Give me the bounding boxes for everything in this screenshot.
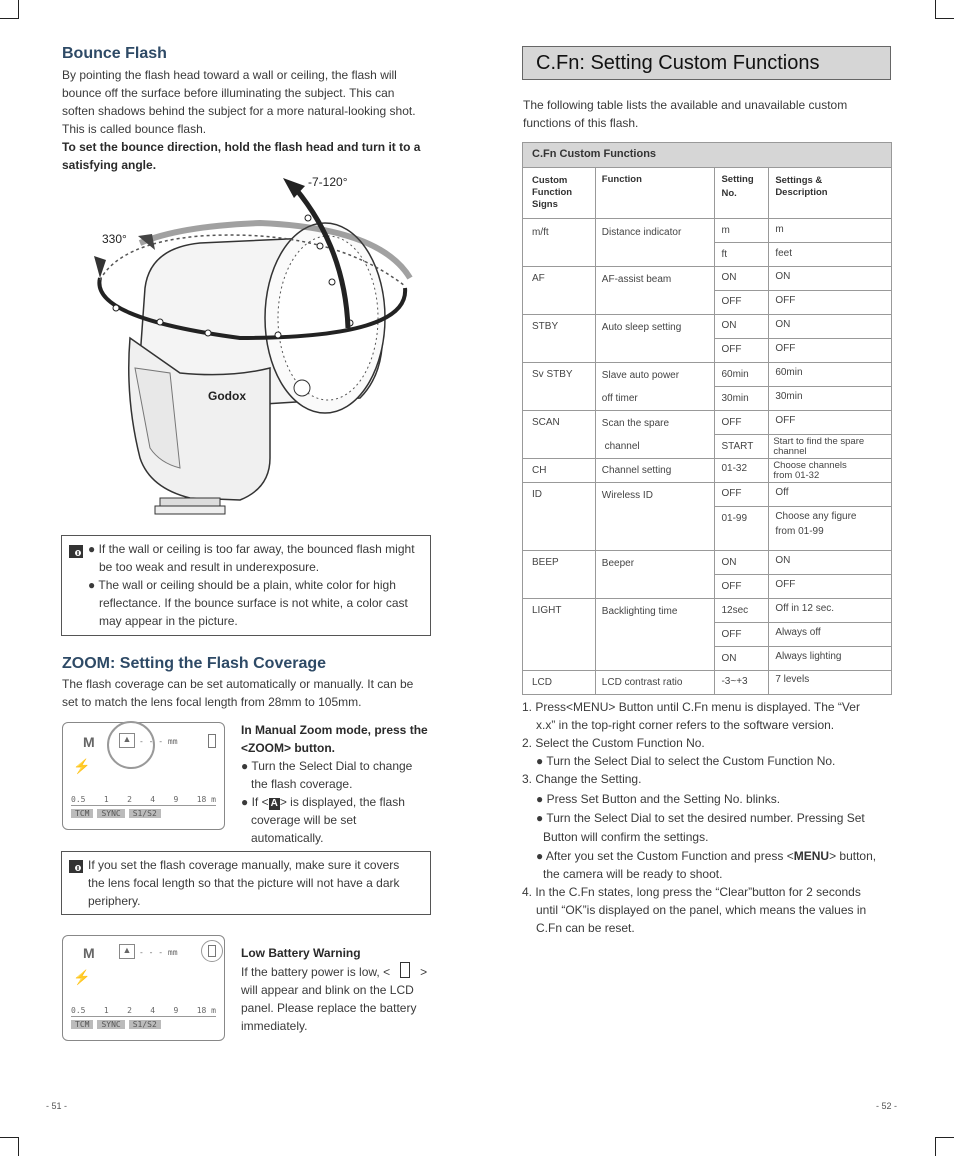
zoom-heading: ZOOM: Setting the Flash Coverage [62,655,327,672]
battery-icon [208,734,216,748]
mode-indicator: M [83,734,95,750]
sync-icon: ⚡ [73,969,91,985]
note-bullet-1: ● If the wall or ceiling is too far away, the bounced flash might [88,542,415,556]
page-number-left: - 51 - [46,1101,68,1111]
lcd-button-labels: TCM SYNC S1/S2 [71,809,216,818]
lcd-panel-zoom [62,722,225,830]
zoom-value: - - - mm [139,737,178,746]
step-1: 1. Press<MENU> Button until C.Fn menu is displayed. The “Ver [522,700,860,714]
step-4: 4. In the C.Fn states, long press the “Clear”button for 2 seconds [522,885,861,899]
note-icon [69,860,83,873]
distance-scale: 0.5 1 2 4 9 18 m [71,795,216,804]
cfn-steps: 1. Press<MENU> Button until C.Fn menu is displayed. The “Ver x.x” in the top-right corner refers to the software version. 2. Select the Custom Function No. ● Turn the Select Dial to select the Custom Function No. 3. Change the Setting. ● Press Set Button and the Setting No. blinks. ● Turn the Select Dial to set the desired number. Pressing Set Button will confirm the settings. ● After you set the Custom Function and press <MENU> button, the camera will be ready to shoot. 4. In the C.Fn states, long press the “Clear”button for 2 seconds until “OK”is displayed on the panel, which means the values in C.Fn can be reset. [522,698,892,937]
cfn-intro: The following table lists the available and unavailable custom functions of this flash. [523,98,848,130]
vertical-angle-label: -7-120° [308,175,348,189]
horizontal-angle-label: 330° [102,232,127,246]
bounce-flash-paragraph: By pointing the flash head toward a wall or ceiling, the flash will bounce off the surface before illuminating the subject. This can soften shadows behind the subject for a more natural-looking shot. This is called bounce flash. To set the bounce direction, hold the flash head and turn it to a satisfying angle. [62,68,421,172]
bounce-flash-illustration [80,168,420,528]
zoom-note-box: If you set the flash coverage manually, make sure it covers the lens focal length so that the picture will not have a dark periphery. [61,851,431,915]
crop-mark-bottom-right [935,1137,954,1156]
note-bullet-2: ● The wall or ceiling should be a plain, white color for high [88,578,396,592]
cfn-table-title: C.Fn Custom Functions [532,148,657,160]
cfn-title: C.Fn: Setting Custom Functions [536,52,820,74]
zoom-icon: ▲ [119,733,135,748]
step-2: 2. Select the Custom Function No. [522,736,705,750]
zoom-paragraph: The flash coverage can be set automatically or manually. It can be set to match the lens focal length from 28mm to 105mm. [62,677,414,709]
lcd-panel-battery: M ▲ - - - mm ⚡ 0.5 1 2 4 9 18 m TCM SYNC S1/S2 [62,935,225,1041]
cfn-table: C.Fn Custom Functions Custom Function Signs Function Setting No. Settings & Description m/ft Distance indicator m m ft feet AF AF-assist beam ON ON OFF OFF STBY Auto sleep setting ON ON OFF OFF Sv STBY Slave auto power off timer 60min 60min 30min 30min SCAN Scan the spare channel OFF OFF START Start to find the spare channel CH Channel setting 01-32 Choose channels from 01-32 ID Wireless ID OFF Off 01-99 Choose any figure from 01-99 BEEP Beeper ON ON OFF OFF LIGHT Backlighting time 12sec Off in 12 sec. OFF Always off ON Always lighting LCD LCD contrast ratio -3~+3 7 levels [522,142,892,695]
crop-mark-bottom-left [0,1137,19,1156]
battery-warning: Low Battery Warning If the battery power is low, < > will appear and blink on the LCD panel. Please replace the battery immediately. [241,944,436,1035]
note-icon [69,545,83,558]
zoom-highlight-circle [107,721,155,769]
zoom-icon: ▲ [119,944,135,959]
brand-logo: Godox [208,389,246,403]
zoom-instructions: In Manual Zoom mode, press the <ZOOM> button. ● Turn the Select Dial to change the flash coverage. ● If < A > is displayed, the flash coverage will be set automatically. [241,723,428,845]
crop-mark-top-left [0,0,19,19]
bounce-flash-heading: Bounce Flash [62,45,167,62]
low-battery-icon [400,962,410,978]
step-3: 3. Change the Setting. [522,772,642,786]
page-number-right: - 52 - [876,1101,898,1111]
bounce-note-box: ● If the wall or ceiling is too far away, the bounced flash might be too weak and result in underexposure. ● The wall or ceiling should be a plain, white color for high reflectance. If the bounce surface is not white, a color cast may appear in the picture. [61,535,431,636]
crop-mark-top-right [935,0,954,19]
battery-icon [208,945,216,957]
battery-warning-heading: Low Battery Warning [241,946,361,960]
cfn-title-bar [522,46,891,80]
sync-icon: ⚡ [73,758,91,774]
auto-zoom-icon: A [270,798,278,809]
